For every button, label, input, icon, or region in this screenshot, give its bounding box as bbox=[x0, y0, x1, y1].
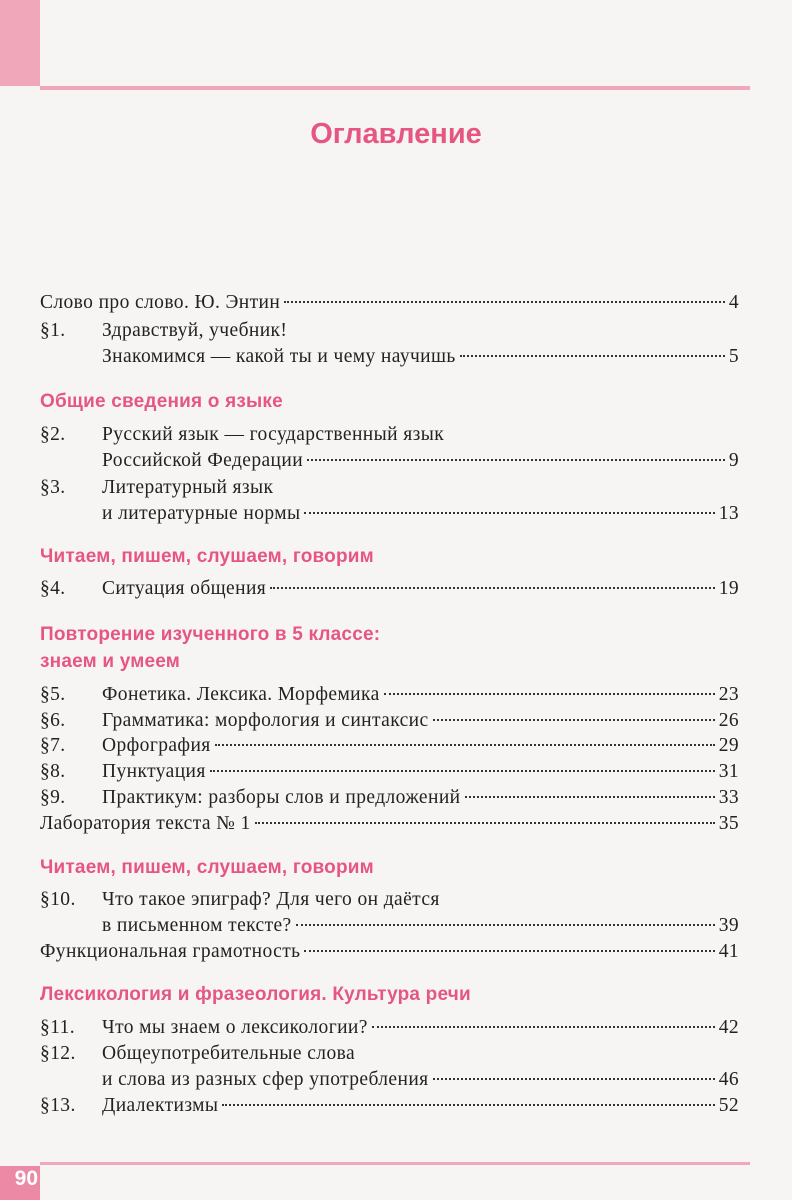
section-number: §13. bbox=[40, 1095, 76, 1116]
leader-dots bbox=[270, 587, 715, 589]
leader-dots bbox=[433, 1078, 715, 1080]
entry-title: и литературные нормы bbox=[102, 503, 301, 524]
section-number: §9. bbox=[40, 787, 66, 808]
toc-entry[interactable] bbox=[40, 1043, 739, 1069]
leader-dots bbox=[296, 924, 715, 926]
section-heading: Читаем, пишем, слушаем, говорим bbox=[40, 546, 374, 567]
entry-title: Грамматика: морфология и синтаксис bbox=[102, 710, 429, 731]
entry-page: 31 bbox=[718, 761, 739, 782]
toc-entry[interactable] bbox=[40, 735, 739, 761]
entry-page: 39 bbox=[718, 915, 739, 936]
entry-page: 9 bbox=[728, 450, 739, 471]
toc-entry[interactable] bbox=[40, 1095, 739, 1121]
toc-entry[interactable] bbox=[40, 292, 739, 318]
entry-title: и слова из разных сфер употребления bbox=[102, 1069, 429, 1090]
section-heading: Повторение изученного в 5 классе: bbox=[40, 624, 381, 645]
leader-dots bbox=[222, 1104, 714, 1106]
leader-dots bbox=[372, 1026, 715, 1028]
entry-title: Фонетика. Лексика. Морфемика bbox=[102, 684, 380, 705]
entry-title: Диалектизмы bbox=[102, 1095, 219, 1116]
entry-title: Ситуация общения bbox=[102, 578, 267, 599]
toc-entry[interactable] bbox=[40, 477, 739, 503]
leader-dots bbox=[215, 744, 715, 746]
section-number: §2. bbox=[40, 424, 66, 445]
entry-title: Российской Федерации bbox=[102, 450, 304, 471]
leader-dots bbox=[304, 950, 714, 952]
section-number: §10. bbox=[40, 889, 76, 910]
entry-page: 41 bbox=[718, 941, 739, 962]
leader-dots bbox=[384, 693, 715, 695]
leader-dots bbox=[433, 719, 715, 721]
section-heading: Общие сведения о языке bbox=[40, 391, 283, 412]
section-number: §7. bbox=[40, 735, 66, 756]
entry-title: Слово про слово. Ю. Энтин bbox=[40, 292, 281, 313]
entry-page: 29 bbox=[718, 735, 739, 756]
section-number: §6. bbox=[40, 710, 66, 731]
section-number: §5. bbox=[40, 684, 66, 705]
toc-entry[interactable] bbox=[40, 761, 739, 787]
leader-dots bbox=[304, 512, 714, 514]
toc-entry-continuation[interactable] bbox=[40, 1069, 739, 1095]
toc-entry[interactable] bbox=[40, 787, 739, 813]
section-number: §12. bbox=[40, 1043, 76, 1064]
entry-title: Пунктуация bbox=[102, 761, 206, 782]
section-number: §11. bbox=[40, 1017, 76, 1038]
section-heading-continuation: знаем и умеем bbox=[40, 651, 181, 672]
entry-title: Что такое эпиграф? Для чего он даётся bbox=[102, 889, 440, 910]
entry-title: Что мы знаем о лексикологии? bbox=[102, 1017, 368, 1038]
entry-page: 4 bbox=[728, 292, 739, 313]
toc-entry[interactable] bbox=[40, 889, 739, 915]
leader-dots bbox=[210, 770, 715, 772]
corner-decoration bbox=[0, 0, 40, 86]
top-rule bbox=[40, 86, 750, 90]
entry-page: 13 bbox=[718, 503, 739, 524]
page-title: Оглавление bbox=[310, 118, 482, 150]
bottom-rule bbox=[40, 1162, 750, 1165]
entry-title: в письменном тексте? bbox=[102, 915, 292, 936]
toc-entry[interactable] bbox=[40, 578, 739, 604]
entry-title: Функциональная грамотность bbox=[40, 941, 301, 962]
entry-title: Знакомимся — какой ты и чему научишь bbox=[102, 346, 456, 367]
toc-entry[interactable] bbox=[40, 320, 739, 346]
section-number: §8. bbox=[40, 761, 66, 782]
entry-page: 5 bbox=[728, 346, 739, 367]
entry-page: 23 bbox=[718, 684, 739, 705]
entry-page: 26 bbox=[718, 710, 739, 731]
toc-entry[interactable] bbox=[40, 941, 739, 967]
entry-title: Орфография bbox=[102, 735, 211, 756]
toc-entry-continuation[interactable] bbox=[40, 450, 739, 476]
entry-title: Практикум: разборы слов и предложений bbox=[102, 787, 461, 808]
entry-title: Лаборатория текста № 1 bbox=[40, 813, 251, 834]
entry-page: 42 bbox=[718, 1017, 739, 1038]
section-number: §3. bbox=[40, 477, 66, 498]
leader-dots bbox=[465, 796, 715, 798]
toc-entry[interactable] bbox=[40, 710, 739, 736]
toc-entry[interactable] bbox=[40, 1017, 739, 1043]
toc-entry[interactable] bbox=[40, 424, 739, 450]
entry-title: Литературный язык bbox=[102, 477, 274, 498]
leader-dots bbox=[307, 459, 725, 461]
leader-dots bbox=[460, 355, 725, 357]
entry-page: 52 bbox=[718, 1095, 739, 1116]
leader-dots bbox=[284, 301, 725, 303]
toc-entry[interactable] bbox=[40, 813, 739, 839]
entry-page: 33 bbox=[718, 787, 739, 808]
entry-page: 19 bbox=[718, 578, 739, 599]
entry-title: Русский язык — государственный язык bbox=[102, 424, 445, 445]
entry-title: Здравствуй, учебник! bbox=[102, 320, 288, 341]
toc-entry-continuation[interactable] bbox=[40, 915, 739, 941]
entry-page: 46 bbox=[718, 1069, 739, 1090]
toc-entry-continuation[interactable] bbox=[40, 346, 739, 372]
section-heading: Лексикология и фразеология. Культура речи bbox=[40, 984, 471, 1005]
leader-dots bbox=[255, 822, 715, 824]
section-number: §4. bbox=[40, 578, 66, 599]
section-heading: Читаем, пишем, слушаем, говорим bbox=[40, 857, 374, 878]
section-number: §1. bbox=[40, 320, 66, 341]
toc-entry[interactable] bbox=[40, 684, 739, 710]
entry-title: Общеупотребительные слова bbox=[102, 1043, 355, 1064]
entry-page: 35 bbox=[718, 813, 739, 834]
page-number: 90 bbox=[14, 1167, 38, 1190]
toc-entry-continuation[interactable] bbox=[40, 503, 739, 529]
